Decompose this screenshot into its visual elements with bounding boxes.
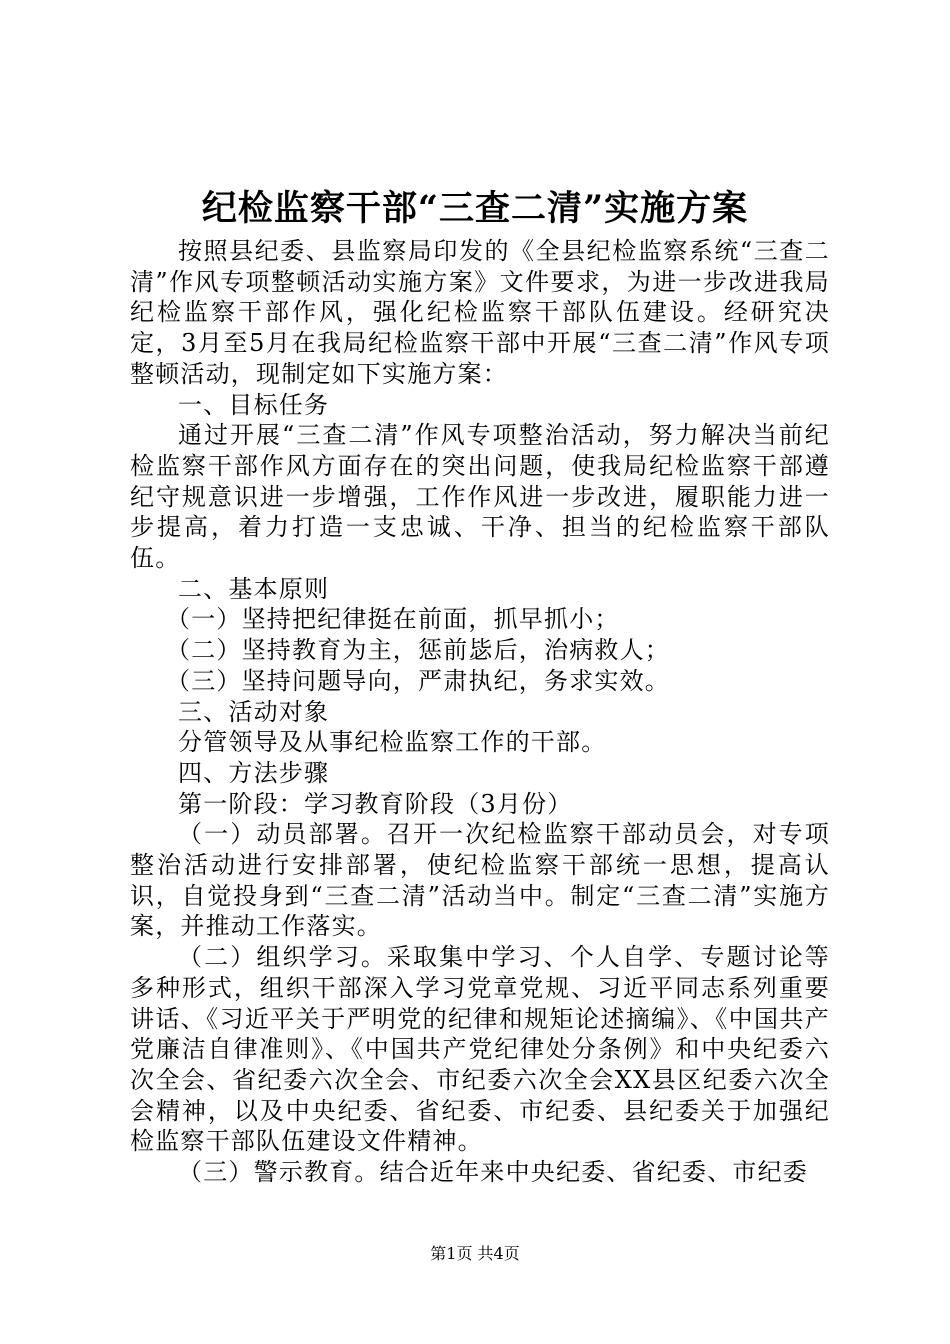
subsection-heading: 第一阶段：学习教育阶段（3月份） xyxy=(178,789,573,818)
paragraph: （一）动员部署。召开一次纪检监察干部动员会，对专项整治活动进行安排部署，使纪检监察干部统一思想，提高认识，自觉投身到“三查二清”活动当中。制定“三查二清”实施方案，并推动工作落实。 xyxy=(130,820,830,941)
paragraph: （三）警示教育。结合近年来中央纪委、省纪委、市纪委 xyxy=(178,1158,808,1187)
section-heading: 二、基本原则 xyxy=(178,574,330,603)
paragraph: 分管领导及从事纪检监察工作的干部。 xyxy=(178,728,607,757)
list-item: （二）坚持教育为主，惩前毖后，治病救人； xyxy=(166,636,670,665)
paragraph: 按照县纪委、县监察局印发的《全县纪检监察系统“三查二清”作风专项整顿活动实施方案》文件要求，为进一步改进我局纪检监察干部作风，强化纪检监察干部队伍建设。经研究决定，3月至5月在我局纪检监察干部中开展“三查二清”作风专项整顿活动，现制定如下实施方案： xyxy=(130,237,830,388)
list-item: （一）坚持把纪律挺在前面，抓早抓小； xyxy=(166,605,620,634)
document-title: 纪检监察干部“三查二清”实施方案 xyxy=(201,188,749,229)
section-heading: 四、方法步骤 xyxy=(178,758,330,787)
paragraph: 通过开展“三查二清”作风专项整治活动，努力解决当前纪检监察干部作风方面存在的突出问题，使我局纪检监察干部遵纪守规意识进一步增强，工作作风进一步改进，履职能力进一步提高，着力打造一支忠诚、干净、担当的纪检监察干部队伍。 xyxy=(130,421,830,573)
section-heading: 一、目标任务 xyxy=(178,390,330,419)
list-item: （三）坚持问题导向，严肃执纪，务求实效。 xyxy=(166,666,670,695)
paragraph: （二）组织学习。采取集中学习、个人自学、专题讨论等多种形式，组织干部深入学习党章党规、习近平同志系列重要讲话、《习近平关于严明党的纪律和规矩论述摘编》、《中国共产党廉洁自律准则》、《中国共产党纪律处分条例》和中央纪委六次全会、省纪委六次全会、市纪委六次全会XX县区纪委六次全会精神，以及中央纪委、省纪委、市纪委、县纪委关于加强纪检监察干部队伍建设文件精神。 xyxy=(130,943,830,1156)
document-body xyxy=(130,236,830,1188)
page-footer: 第1页 共4页 xyxy=(430,1244,520,1263)
section-heading: 三、活动对象 xyxy=(178,697,330,726)
